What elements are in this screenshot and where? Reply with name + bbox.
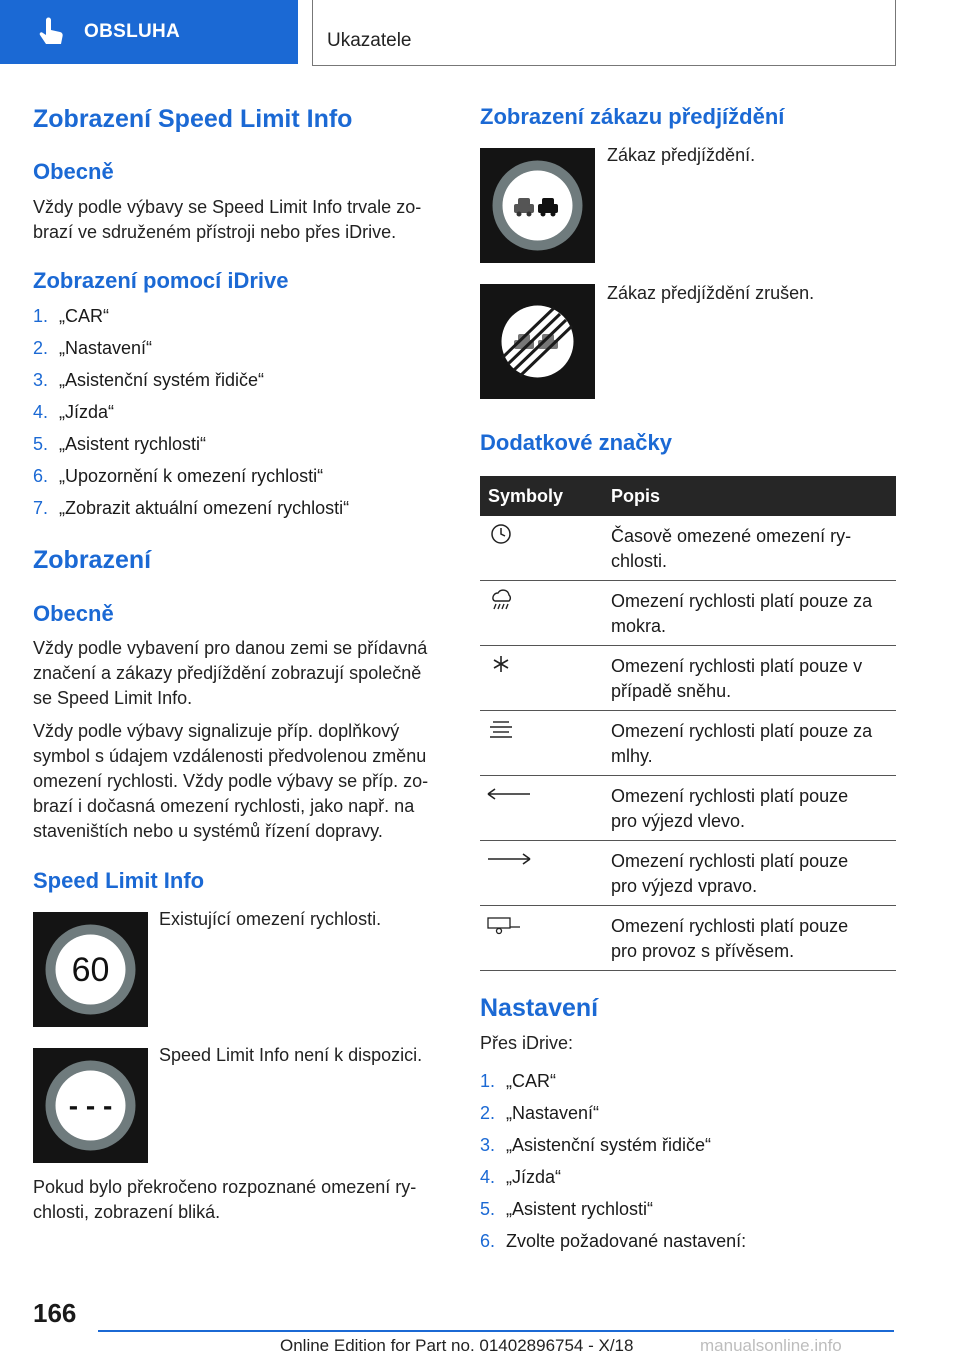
idrive-heading: Zobrazení pomocí iDrive xyxy=(33,268,289,293)
flash-note: Pokud bylo překročeno rozpoznané omezení ry- chlosti, zobrazení bliká. xyxy=(33,1177,417,1222)
settings-title: Nastavení xyxy=(480,994,599,1022)
rain-cloud-icon xyxy=(484,587,518,613)
breadcrumb-label: Ukazatele xyxy=(327,30,412,51)
display-text-1: Vždy podle vybavení pro danou zemi se přídavná značení a zákazy předjíždění zobrazují společně se Speed Limit Info. xyxy=(33,638,428,708)
list-item: 5. „Asistent rychlosti“ xyxy=(33,434,207,454)
speed-limit-unavailable-caption: Speed Limit Info není k dispozici. xyxy=(159,1045,423,1065)
table-header xyxy=(480,476,896,516)
table-row: Omezení rychlosti platí pouze pro provoz s přívěsem. xyxy=(480,906,896,971)
table-row: Omezení rychlosti platí pouze v případě sněhu. xyxy=(480,646,896,711)
list-item: 3. „Asistenční systém řidiče“ xyxy=(33,370,265,390)
section-tab-label: OBSLUHA xyxy=(84,21,181,42)
speed-limit-value: 60 xyxy=(71,951,110,989)
speed-limit-unavailable-sign xyxy=(33,1048,148,1163)
section-tab[interactable] xyxy=(0,0,298,64)
watermark: manualsonline.info xyxy=(700,1336,842,1355)
footer-divider xyxy=(98,1330,894,1332)
edition-note: Online Edition for Part no. 01402896754 - X/18 xyxy=(280,1336,634,1355)
general-text xyxy=(33,195,421,245)
table-row: Omezení rychlosti platí pouze za mokra. xyxy=(480,581,896,646)
table-row: Omezení rychlosti platí pouze pro výjezd vpravo. xyxy=(480,841,896,906)
display-text-2: Vždy podle výbavy signalizuje příp. doplňkový symbol s údajem vzdálenosti předvolenou změnu omezení rychlosti. Vždy podle výbavy se příp. zo- brazí i dočasná omezení rychlosti, jako např. na staveništích nebo u systémů řízení dopravy. xyxy=(33,721,429,841)
page-title: Zobrazení Speed Limit Info xyxy=(33,105,353,133)
no-overtaking-sign xyxy=(480,148,595,263)
general-heading: Obecně xyxy=(33,159,114,184)
list-item: 4. „Jízda“ xyxy=(33,402,115,422)
settings-via: Přes iDrive: xyxy=(480,1033,574,1053)
speed-limit-info-heading: Speed Limit Info xyxy=(33,868,205,893)
extra-signs-table xyxy=(480,476,896,971)
list-item: 2. „Nastavení“ xyxy=(480,1103,600,1123)
end-of-no-overtaking-caption: Zákaz předjíždění zrušen. xyxy=(607,283,815,303)
fog-icon xyxy=(484,717,518,743)
extra-signs-heading: Dodatkové značky xyxy=(480,430,672,455)
general-text-line: Vždy podle výbavy se Speed Limit Info trvale zo- xyxy=(33,197,422,217)
end-of-no-overtaking-sign xyxy=(480,284,595,399)
list-item: 3. „Asistenční systém řidiče“ xyxy=(480,1135,712,1155)
table-row: Časově omezené omezení ry- chlosti. xyxy=(480,516,896,581)
list-item: 4. „Jízda“ xyxy=(480,1167,562,1187)
speed-limit-60-caption: Existující omezení rychlosti. xyxy=(159,909,382,929)
snowflake-icon xyxy=(484,652,518,678)
overtake-title: Zobrazení zákazu předjíždění xyxy=(480,104,785,129)
list-item: 6. Zvolte požadované nastavení: xyxy=(480,1231,747,1251)
list-item: 5. „Asistent rychlosti“ xyxy=(480,1199,654,1219)
list-item: 6. „Upozornění k omezení rychlosti“ xyxy=(33,466,324,486)
arrow-right-icon xyxy=(484,847,534,873)
trailer-icon xyxy=(484,912,524,938)
column-symbols: Symboly xyxy=(488,485,564,506)
list-item: 2. „Nastavení“ xyxy=(33,338,153,358)
page-number: 166 xyxy=(33,1298,77,1328)
column-description: Popis xyxy=(611,485,661,506)
speed-limit-60-sign xyxy=(33,912,148,1027)
no-overtaking-caption: Zákaz předjíždění. xyxy=(607,145,756,165)
general-text-line: brazí ve sdruženém přístroji nebo přes iDrive. xyxy=(33,222,397,242)
settings-steps-list xyxy=(480,1069,746,1261)
breadcrumb xyxy=(312,0,896,66)
list-item: 1. „CAR“ xyxy=(480,1071,556,1091)
hand-pointer-icon xyxy=(38,17,64,47)
table-row: Omezení rychlosti platí pouze za mlhy. xyxy=(480,711,896,776)
speed-limit-unavailable-value: - - - xyxy=(68,1090,113,1121)
arrow-left-icon xyxy=(484,782,534,808)
idrive-steps-list xyxy=(33,304,349,528)
display-general-heading: Obecně xyxy=(33,601,114,626)
list-item: 7. „Zobrazit aktuální omezení rychlosti“ xyxy=(33,498,350,518)
clock-icon xyxy=(484,522,518,548)
display-title: Zobrazení xyxy=(33,546,152,574)
table-row: Omezení rychlosti platí pouze pro výjezd vlevo. xyxy=(480,776,896,841)
list-item: 1. „CAR“ xyxy=(33,306,109,326)
